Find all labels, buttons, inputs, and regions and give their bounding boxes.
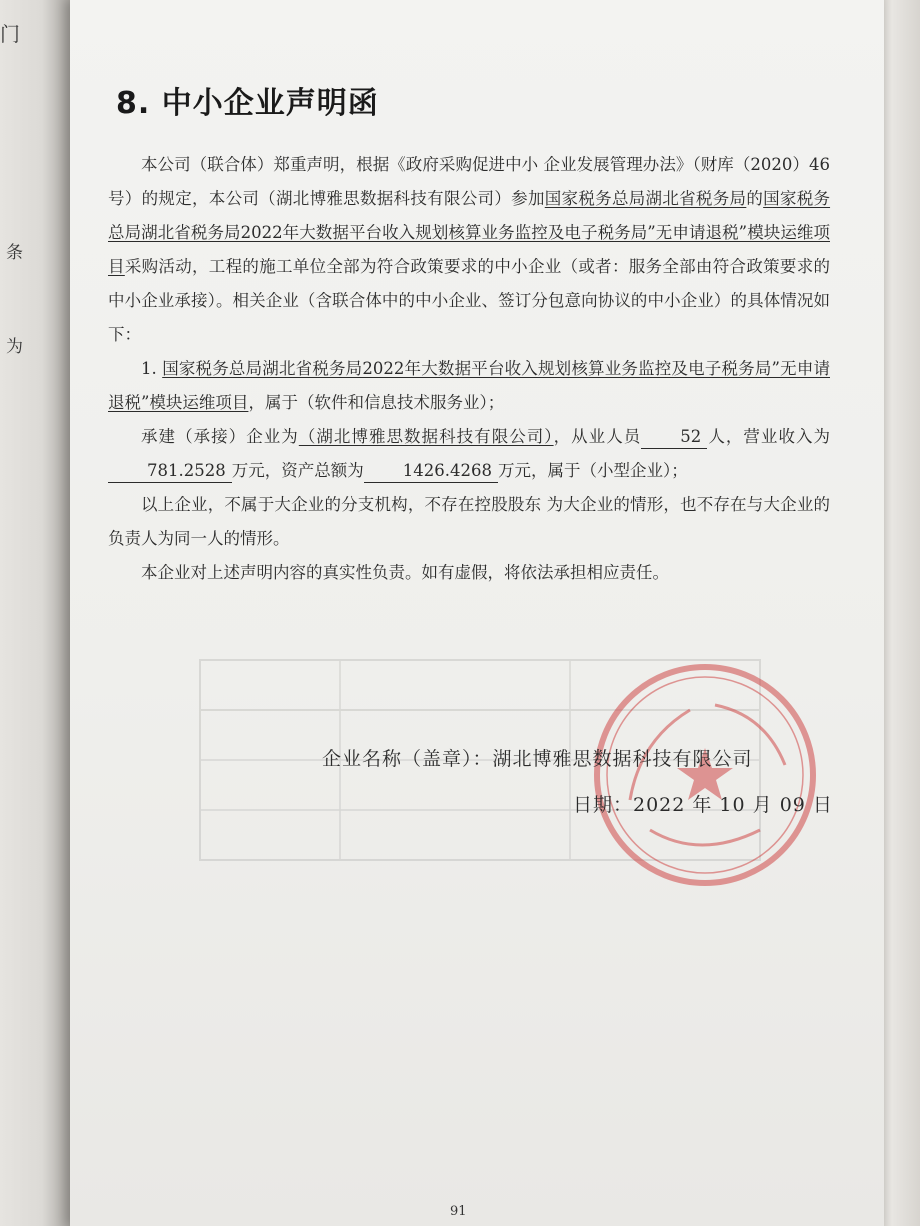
left-page-fragment: 门 [0, 22, 20, 46]
page-number: 91 [450, 1204, 467, 1219]
declaration-body [108, 148, 830, 590]
left-page-fragment: 为 [6, 337, 23, 357]
employee-count: 52 [641, 426, 707, 449]
paragraph-declaration: 本公司（联合体）郑重声明，根据《政府采购促进中小 企业发展管理办法》（财库（2020）46 号）的规定，本公司（湖北博雅思数据科技有限公司）参加国家税务总局湖北省税务局的国家税务总局湖北省税务局2022年大数据平台收入规划核算业务监控及电子税务局”无申请退税”模块运维项目采购活动，工程的施工单位全部为符合政策要求的中小企业（或者：服务全部由符合政策要求的中小企业承接）。相关企业（含联合体中的中小企业、签订分包意向协议的中小企业）的具体情况如下： [108, 155, 831, 344]
project-name: 国家税务总局湖北省税务局2022年大数据平台收入规划核算业务监控及电子税务局”无申请退税”模块运维项目 [108, 189, 831, 276]
assets-value: 1426.4268 [364, 460, 498, 483]
paragraph-enterprise-info: 承建（承接）企业为（湖北博雅思数据科技有限公司），从业人员 52 人，营业收入为781.2528 万元，资产总额为 1426.4268 万元，属于（小型企业）； [108, 420, 830, 488]
signature-date: 日期：2022 年 10 月 09 日 [573, 794, 833, 816]
company-seal [590, 660, 820, 890]
purchaser-name: 国家税务总局湖北省税务局 [544, 189, 747, 208]
document-page [70, 0, 884, 1226]
contractor-name: （湖北博雅思数据科技有限公司） [298, 427, 554, 446]
paragraph-item-1: 1. 国家税务总局湖北省税务局2022年大数据平台收入规划核算业务监控及电子税务局”无申请退税”模块运维项目，属于（软件和信息技术服务业）； [108, 359, 830, 412]
paragraph-not-subsidiary: 以上企业，不属于大企业的分支机构，不存在控股股东 为大企业的情形，也不存在与大企业的负责人为同一人的情形。 [108, 495, 830, 548]
left-page-fragment: 条 [6, 243, 23, 263]
left-page-edge [0, 0, 70, 1226]
page-title: 8. 中小企业声明函 [116, 86, 379, 121]
right-page-edge [880, 0, 920, 1226]
paragraph-responsibility: 本企业对上述声明内容的真实性负责。如有虚假，将依法承担相应责任。 [141, 563, 669, 582]
revenue-value: 781.2528 [108, 460, 232, 483]
item-project-name: 国家税务总局湖北省税务局2022年大数据平台收入规划核算业务监控及电子税务局”无申请退税”模块运维项目 [108, 359, 830, 412]
signature-company: 企业名称（盖章）：湖北博雅思数据科技有限公司 [322, 748, 753, 770]
